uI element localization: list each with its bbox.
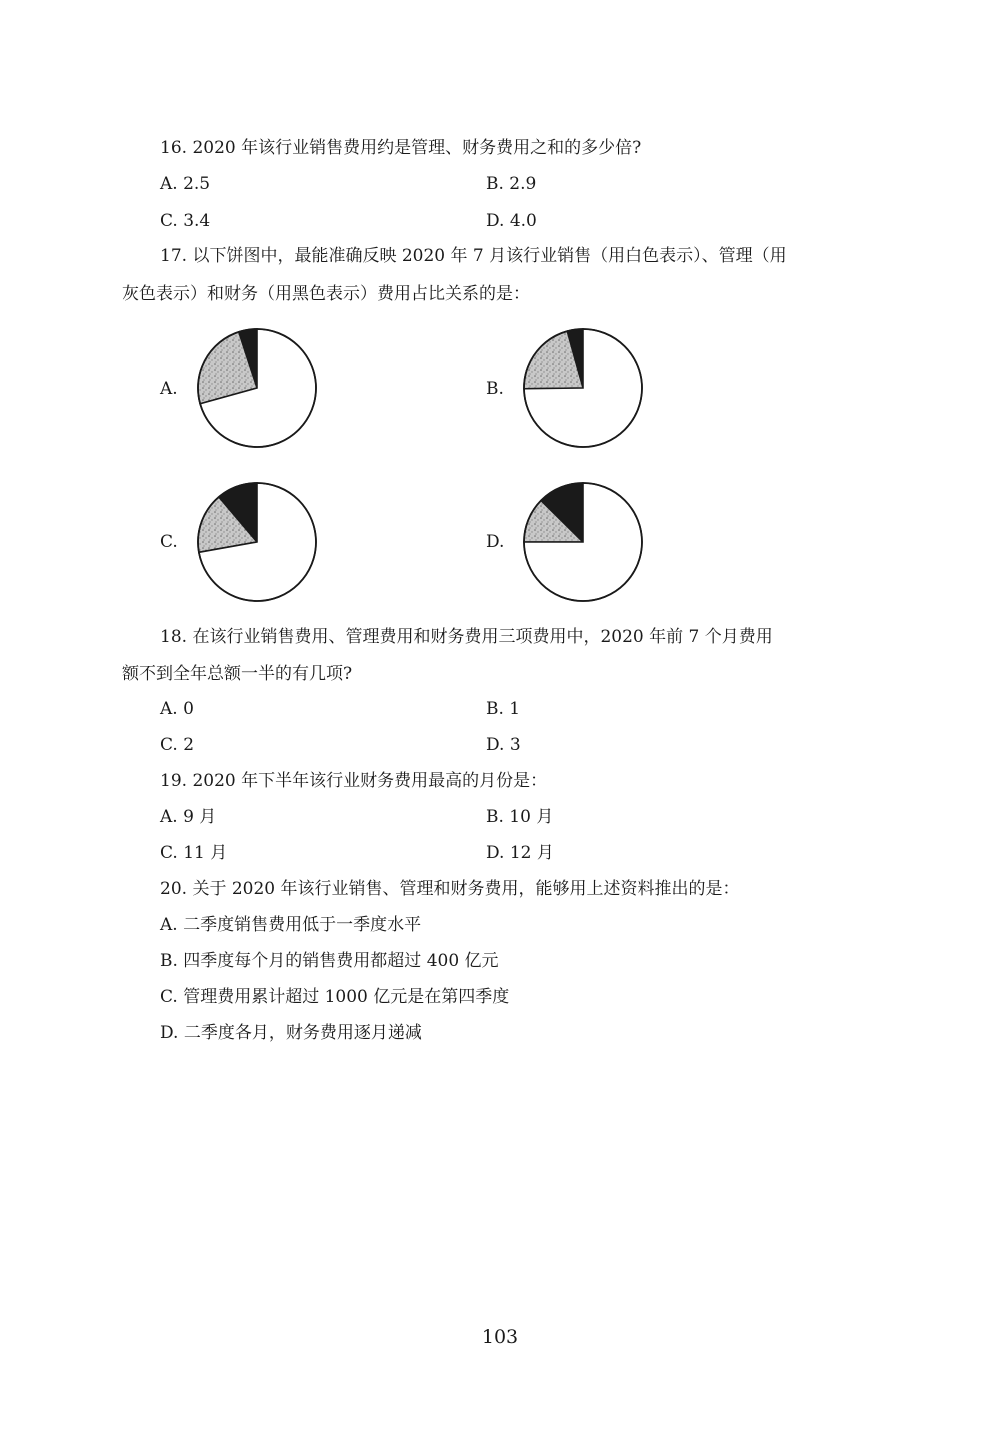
q20-option-d: D. 二季度各月，财务费用逐月递减 [160, 1023, 422, 1043]
q16-option-d: D. 4.0 [486, 211, 537, 231]
question-17-line2: 灰色表示）和财务（用黑色表示）费用占比关系的是： [122, 284, 530, 304]
q19-option-b: B. 10 月 [486, 807, 554, 827]
pie-chart-c [196, 481, 318, 603]
pie-chart-b [522, 327, 644, 449]
pie-chart-d [522, 481, 644, 603]
q18-option-d: D. 3 [486, 735, 521, 755]
page-number: 103 [481, 1326, 519, 1348]
pie-label-a: A. [160, 379, 178, 399]
pie-label-c: C. [160, 532, 178, 552]
question-16: 16. 2020 年该行业销售费用约是管理、财务费用之和的多少倍? [160, 138, 642, 158]
question-20: 20. 关于 2020 年该行业销售、管理和财务费用，能够用上述资料推出的是： [160, 879, 740, 899]
q20-option-b: B. 四季度每个月的销售费用都超过 400 亿元 [160, 951, 499, 971]
q20-option-c: C. 管理费用累计超过 1000 亿元是在第四季度 [160, 987, 510, 1007]
question-18-line2: 额不到全年总额一半的有几项? [122, 664, 353, 684]
q18-option-b: B. 1 [486, 699, 521, 719]
q20-option-a: A. 二季度销售费用低于一季度水平 [160, 915, 422, 935]
q19-option-a: A. 9 月 [160, 807, 217, 827]
q19-option-c: C. 11 月 [160, 843, 228, 863]
pie-chart-a [196, 327, 318, 449]
q19-option-d: D. 12 月 [486, 843, 554, 863]
q16-option-b: B. 2.9 [486, 174, 537, 194]
q16-option-c: C. 3.4 [160, 211, 211, 231]
pie-label-b: B. [486, 379, 504, 399]
question-17-line1: 17. 以下饼图中，最能准确反映 2020 年 7 月该行业销售（用白色表示）、管理（用 [160, 246, 787, 266]
question-18-line1: 18. 在该行业销售费用、管理费用和财务费用三项费用中，2020 年前 7 个月费用 [160, 627, 773, 647]
q16-option-a: A. 2.5 [160, 174, 211, 194]
q18-option-a: A. 0 [160, 699, 194, 719]
question-19: 19. 2020 年下半年该行业财务费用最高的月份是： [160, 771, 548, 791]
q18-option-c: C. 2 [160, 735, 195, 755]
pie-label-d: D. [486, 532, 505, 552]
